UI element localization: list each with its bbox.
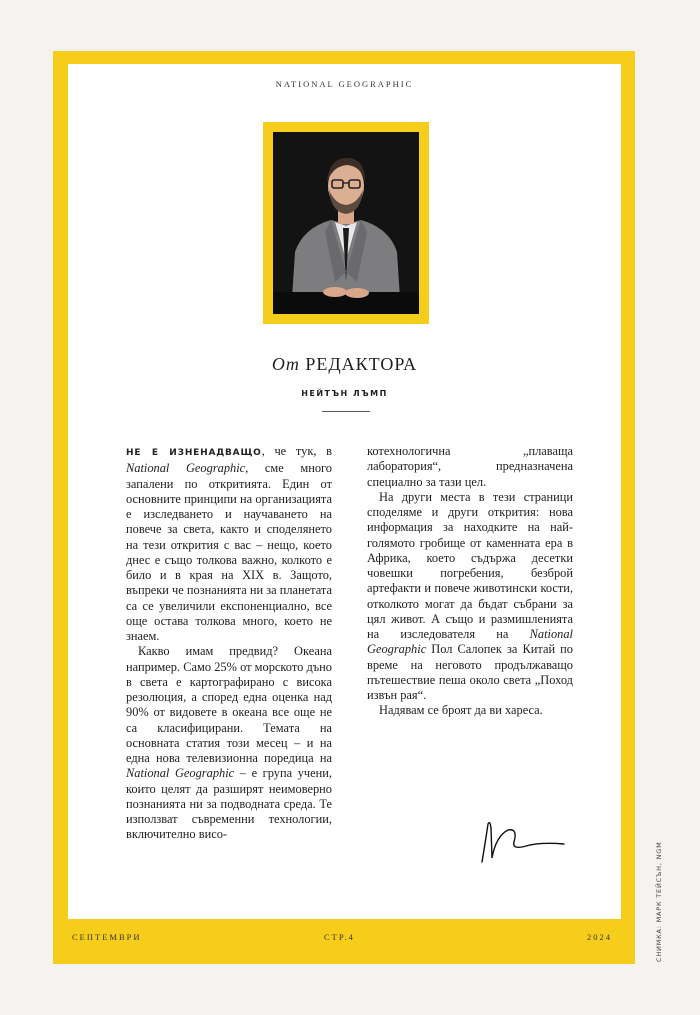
paragraph-2 [126, 644, 332, 842]
paragraph-3 [367, 490, 573, 704]
section-heading [68, 354, 621, 375]
footer-page-number: СТР.4 [324, 932, 355, 942]
editor-portrait-illustration [273, 132, 419, 314]
masthead-brand: NATIONAL GEOGRAPHIC [275, 79, 414, 89]
heading-title: РЕДАКТОРА [305, 354, 418, 374]
text-run: Какво имам предвид? Океана например. Само 25% от морското дъно в света е картографирано с висока резолюция, а според една оценка над 90% от видовете в океана все още не са класифицирани. Темата на основната статия този месец – и на една нова телевизионна поредица на [126, 644, 332, 765]
text-run-truncated: – е група учени, които целят да разширят неимоверно познанията ни за подводната среда. Те използват съвременни технологии, включително висо- [126, 766, 332, 842]
heading-divider [322, 411, 370, 412]
text-run: , че тук, в [261, 444, 332, 458]
lead-in: НЕ Е ИЗНЕНАДВАЩО [126, 448, 262, 458]
brand-mention: National Geographic [126, 766, 235, 781]
paragraph-2-continued: котехнологична „плаваща лаборатория“, предназначена специално за тази цел. [367, 444, 573, 489]
editor-signature [478, 818, 568, 868]
paragraph-4: Надявам се броят да ви хареса. [379, 703, 543, 718]
footer-year: 2024 [587, 932, 612, 942]
text-run: Пол Салопек за Китай по време на неговото продължаващо пътешествие пеша около света „Поход извън рая“. [367, 642, 573, 702]
editor-portrait [273, 132, 419, 314]
brand-mention: National Geographic [367, 627, 573, 657]
text-run: На други места в тези страници споделяме и други открития: нова информация за находките на най-голямото гробище от каменната ера в Африка, което съдържа десетки човешки погребения, безброй артефакти и повече животински кости, отколкото могат да бъдат събрани за цял живот. А също и размишленията на изследователя на [367, 489, 573, 641]
brand-mention: National Geographic [126, 461, 246, 476]
footer-month: СЕПТЕМВРИ [72, 932, 142, 942]
editorial-page [68, 64, 621, 942]
text-run: , сме много запалени по откритията. Един от основните принципи на организацията е изследването и научаването на повече за света, както и споделянето на тези открития с вас – нещо, което днес е също толкова важно, колкото е било и в края на XIX в. Защото, въпреки че познанията ни за планетата са се увеличили експоненциално, все още остава толкова много, което не знаем. [126, 461, 332, 643]
photo-credit: СНИМКА: МАРК ТЕЙСЪН, NGM [655, 841, 663, 962]
article-column-left [126, 444, 332, 843]
article-column-right [367, 444, 573, 719]
paragraph-1 [126, 444, 332, 644]
author-name: НЕЙТЪН ЛЪМП [301, 389, 388, 398]
heading-prefix: От [271, 354, 300, 374]
portrait-frame [263, 122, 429, 324]
